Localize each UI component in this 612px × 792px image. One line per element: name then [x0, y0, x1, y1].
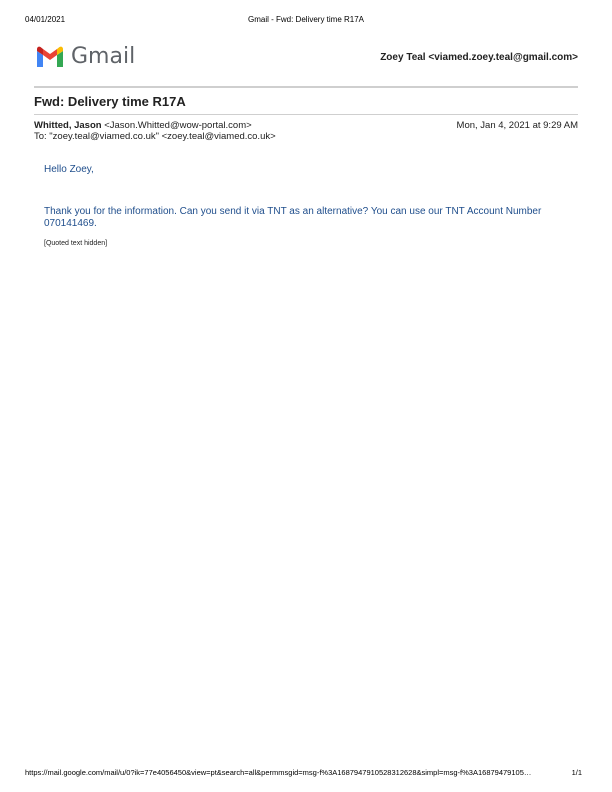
header-divider: [34, 86, 578, 88]
print-title: Gmail - Fwd: Delivery time R17A: [247, 15, 365, 24]
sender-name: Whitted, Jason: [34, 120, 102, 131]
print-footer: [0, 768, 612, 780]
gmail-m-icon: [35, 45, 65, 69]
account-address: Zoey Teal <viamed.zoey.teal@gmail.com>: [380, 52, 578, 63]
message-greeting: Hello Zoey,: [44, 164, 94, 175]
gmail-wordmark: Gmail: [71, 44, 136, 69]
gmail-logo: [35, 44, 135, 70]
print-date: 04/01/2021: [25, 15, 66, 24]
subject-divider: [34, 114, 578, 115]
footer-page-number: 1/1: [571, 768, 582, 777]
message-body: [44, 206, 564, 230]
recipient-line: To: "zoey.teal@viamed.co.uk" <zoey.teal@viamed.co.uk>: [34, 131, 276, 142]
email-subject: Fwd: Delivery time R17A: [34, 94, 186, 109]
sender-line: [34, 120, 252, 131]
message-date: Mon, Jan 4, 2021 at 9:29 AM: [456, 120, 578, 131]
message-body-line: Thank you for the information. Can you send it via TNT as an alternative? You can use our TNT Account Number: [44, 206, 542, 217]
print-header: [0, 15, 612, 27]
message-body-line: 070141469.: [44, 218, 97, 229]
footer-url: https://mail.google.com/mail/u/0?ik=77e4056450&view=pt&search=all&permmsgid=msg-f%3A1687947910528312628&simpl=msg-f%3A16879479105…: [25, 768, 532, 777]
sender-email: <Jason.Whitted@wow-portal.com>: [104, 120, 252, 131]
quoted-text-toggle[interactable]: [Quoted text hidden]: [44, 240, 108, 247]
